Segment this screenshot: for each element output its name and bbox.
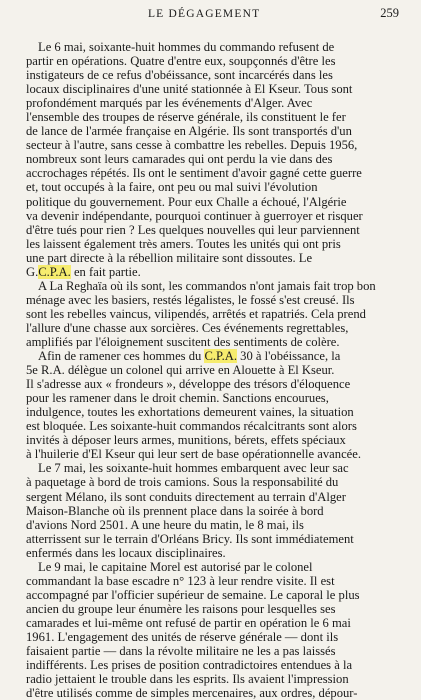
text-line: A La Reghaïa où ils sont, les commandos n'ont jamais fait trop bon [38,278,376,293]
text-line: enfermés dans les locaux disciplinaires. [26,545,226,560]
text-line: 1961. L'engagement des unités de réserve générale — dont ils [26,629,339,644]
text-line: les laissent également très amers. Toutes les unités qui ont pris [26,236,341,251]
text-line: accrochages répétés. Ils ont le sentiment d'avoir gagné cette guerre [26,166,362,181]
highlighted-text: C.P.A. [204,349,238,364]
text-line: profondément marqués par les événements d'Alger. Avec [26,96,313,111]
text-line: l'allure d'une chasse aux sorcières. Ces événements regrettables, [26,320,349,335]
text-line: partir en opérations. Quatre d'entre eux, soupçonnés d'être les [26,54,336,69]
paragraph [26,461,403,559]
text-line: secteur à l'autre, sans cesse à combattre les rebelles. Depuis 1956, [26,138,358,153]
page-header [28,6,401,22]
text-line: est bloquée. Les soixante-huit commandos récalcitrants sont alors [26,419,357,434]
body-text [26,40,403,700]
text-line: Afin de ramener ces hommes du C.P.A. 30 à l'obéissance, la [38,349,341,364]
text-line: à paquetage à bord de trois camions. Sous la responsabilité du [26,475,339,490]
text-line: sergent Mélano, ils sont conduits directement au terrain d'Alger [26,489,346,504]
text-line: de lance de l'armée française en Algérie. Ils sont transportés d'un [26,124,352,139]
text-line: nombreux sont leurs camarades qui ont perdu la vie dans des [26,152,333,167]
text-line: Le 6 mai, soixante-huit hommes du commando refusent de [38,40,335,54]
running-title: LE DÉGAGEMENT [147,8,261,20]
paragraph [26,560,403,700]
text-line: amplifiés par l'éloignement suscitent des sentiments de colère. [26,334,340,349]
highlighted-text: C.P.A. [38,264,71,279]
text-line: pour les ramener dans le droit chemin. Sanctions encourues, [26,391,329,406]
text-line: politique du gouvernement. Pour eux Challe a échoué, l'Algérie [26,194,347,209]
text-line: ménage avec les basiers, restés légalistes, le fossé s'est creusé. Ils [26,292,355,307]
text-line: faisaient partie — dans la révolte militaire ne les a pas laissés [26,644,336,659]
paragraph [26,40,403,279]
text-line: 5e R.A. délègue un colonel qui arrive en Alouette à El Kseur. [26,363,335,378]
text-line: Maison-Blanche où ils prennent place dans la soirée à bord [26,503,324,518]
text-line: va devenir indépendante, pourquoi continuer à guerroyer et risquer [26,208,363,223]
text-line: instigateurs de ce refus d'obéissance, sont incarcérés dans les [26,68,333,83]
text-line: Le 9 mai, le capitaine Morel est autorisé par le colonel [38,559,313,574]
paragraph [26,349,403,461]
text-line: camarades et lui-même ont refusé de partir en opération le 6 mai [26,615,351,630]
paragraph [26,279,403,349]
text-line: d'avions Nord 2501. A une heure du matin, le 8 mai, ils [26,517,304,532]
text-line: ancien du groupe leur énumère les raisons pour lesquelles ses [26,601,336,616]
text-line: d'être tués pour rien ? Les quelques nouvelles qui leur parviennent [26,222,360,237]
text-line: indifférents. Les prises de position contradictoires entendues à la [26,658,353,673]
text-line: radio jettaient le trouble dans les esprits. Ils avaient l'impression [26,672,349,687]
text-line: d'être utilisés comme de simples mercenaires, aux ordres, dépour- [26,686,358,700]
text-line: indulgence, toutes les exhortations demeurent vaines, la situation [26,405,354,420]
text-line: Il s'adresse aux « frondeurs », développe des trésors d'éloquence [26,377,351,392]
text-line: sont les rebelles vaincus, vilipendés, arrêtés et rapatriés. Cela prend [26,306,366,321]
text-line: l'ensemble des troupes de réserve générale, ils constituent le fer [26,110,346,125]
text-line: une part directe à la rébellion militaire sont dissoutes. Le [26,250,313,265]
text-line: et, tout occupés à la faire, ont peu ou mal suivi l'évolution [26,180,318,195]
text-line: atterrissent sur le terrain d'Orléans Bricy. Ils sont immédiatement [26,531,354,546]
text-line: G.C.P.A. en fait partie. [26,264,141,279]
text-line: locaux disciplinaires d'une unité stationnée à El Kseur. Tous sont [26,82,353,97]
text-line: à l'huilerie d'El Kseur qui leur sert de base opérationnelle avancée. [26,447,361,462]
text-line: invités à déposer leurs armes, munitions, bérets, effets spéciaux [26,433,346,448]
text-line: Le 7 mai, les soixante-huit hommes embarquent avec leur sac [38,461,349,476]
page-number: 259 [380,6,399,20]
text-line: commandant la base escadre n° 123 à leur rendre visite. Il est [26,573,335,588]
text-line: accompagné par l'officier supérieur de semaine. Le caporal le plus [26,587,360,602]
